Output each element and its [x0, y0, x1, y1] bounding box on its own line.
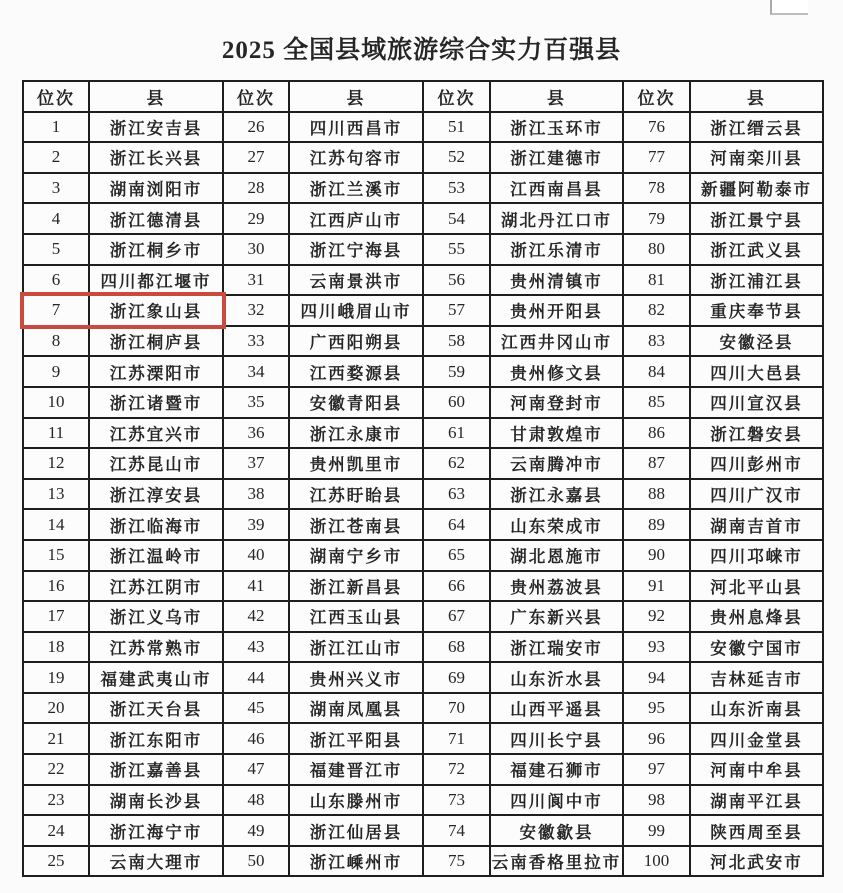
county-cell: 四川广汉市 [690, 479, 823, 510]
rank-cell: 20 [23, 693, 89, 724]
rank-cell: 73 [423, 785, 490, 816]
rank-cell: 99 [623, 815, 690, 846]
rank-cell: 92 [623, 601, 690, 632]
county-cell: 贵州息烽县 [690, 601, 823, 632]
rank-cell: 77 [623, 142, 690, 173]
rank-cell: 81 [623, 265, 690, 296]
rank-cell: 39 [223, 509, 289, 540]
rank-cell: 82 [623, 295, 690, 326]
rank-cell: 24 [23, 815, 89, 846]
county-cell: 广西阳朔县 [289, 326, 423, 357]
rank-cell: 75 [423, 846, 490, 877]
rank-cell: 15 [23, 540, 89, 571]
rank-cell: 96 [623, 723, 690, 754]
county-cell: 浙江德清县 [89, 203, 223, 234]
rank-cell: 93 [623, 632, 690, 663]
county-header: 县 [89, 81, 223, 112]
county-cell: 浙江桐庐县 [89, 326, 223, 357]
rank-cell: 6 [23, 265, 89, 296]
county-cell: 浙江温岭市 [89, 540, 223, 571]
rank-cell: 4 [23, 203, 89, 234]
rank-cell: 44 [223, 662, 289, 693]
rank-cell: 69 [423, 662, 490, 693]
rank-cell: 76 [623, 112, 690, 143]
county-cell: 四川西昌市 [289, 112, 423, 143]
county-cell: 浙江天台县 [89, 693, 223, 724]
rank-cell: 95 [623, 693, 690, 724]
rank-cell: 62 [423, 448, 490, 479]
rank-cell: 7 [23, 295, 89, 326]
rank-cell: 80 [623, 234, 690, 265]
rank-cell: 36 [223, 418, 289, 449]
rank-cell: 14 [23, 509, 89, 540]
rank-header: 位次 [623, 81, 690, 112]
county-cell: 江苏常熟市 [89, 632, 223, 663]
county-cell: 福建石狮市 [490, 754, 623, 785]
rank-cell: 47 [223, 754, 289, 785]
header-row [23, 81, 823, 112]
county-cell: 四川大邑县 [690, 356, 823, 387]
county-cell: 安徽泾县 [690, 326, 823, 357]
ranking-table [22, 80, 824, 877]
rank-cell: 49 [223, 815, 289, 846]
rank-cell: 18 [23, 632, 89, 663]
county-cell: 江西南昌县 [490, 173, 623, 204]
rank-cell: 86 [623, 418, 690, 449]
rank-cell: 9 [23, 356, 89, 387]
county-cell: 四川阆中市 [490, 785, 623, 816]
county-cell: 河南栾川县 [690, 142, 823, 173]
rank-cell: 79 [623, 203, 690, 234]
county-cell: 云南大理市 [89, 846, 223, 877]
table-row [23, 173, 823, 204]
rank-cell: 12 [23, 448, 89, 479]
county-cell: 山西平遥县 [490, 693, 623, 724]
table-row [23, 448, 823, 479]
rank-cell: 8 [23, 326, 89, 357]
county-cell: 江苏盱眙县 [289, 479, 423, 510]
county-cell: 江苏宜兴市 [89, 418, 223, 449]
table-row [23, 540, 823, 571]
rank-cell: 59 [423, 356, 490, 387]
county-cell: 江苏溧阳市 [89, 356, 223, 387]
rank-cell: 3 [23, 173, 89, 204]
county-cell: 湖南长沙县 [89, 785, 223, 816]
rank-cell: 10 [23, 387, 89, 418]
table-row [23, 815, 823, 846]
table-row [23, 326, 823, 357]
county-cell: 安徽歙县 [490, 815, 623, 846]
rank-cell: 65 [423, 540, 490, 571]
rank-cell: 51 [423, 112, 490, 143]
county-cell: 浙江宁海县 [289, 234, 423, 265]
rank-cell: 70 [423, 693, 490, 724]
county-cell: 湖南宁乡市 [289, 540, 423, 571]
rank-header: 位次 [223, 81, 289, 112]
county-cell: 浙江海宁市 [89, 815, 223, 846]
county-cell: 浙江瑞安市 [490, 632, 623, 663]
county-cell: 浙江长兴县 [89, 142, 223, 173]
rank-cell: 35 [223, 387, 289, 418]
table-row [23, 846, 823, 877]
county-cell: 贵州荔波县 [490, 571, 623, 602]
county-cell: 四川彭州市 [690, 448, 823, 479]
county-cell: 吉林延吉市 [690, 662, 823, 693]
rank-cell: 32 [223, 295, 289, 326]
county-cell: 新疆阿勒泰市 [690, 173, 823, 204]
county-cell: 四川金堂县 [690, 723, 823, 754]
rank-cell: 97 [623, 754, 690, 785]
county-cell: 浙江仙居县 [289, 815, 423, 846]
rank-cell: 60 [423, 387, 490, 418]
county-cell: 河南中牟县 [690, 754, 823, 785]
rank-cell: 21 [23, 723, 89, 754]
rank-cell: 28 [223, 173, 289, 204]
table-row [23, 142, 823, 173]
rank-cell: 58 [423, 326, 490, 357]
county-cell: 贵州凯里市 [289, 448, 423, 479]
page-title: 2025 全国县域旅游综合实力百强县 [221, 37, 622, 64]
county-cell: 云南景洪市 [289, 265, 423, 296]
county-cell: 四川邛崃市 [690, 540, 823, 571]
table-row [23, 693, 823, 724]
county-cell: 浙江江山市 [289, 632, 423, 663]
rank-cell: 33 [223, 326, 289, 357]
county-cell: 四川峨眉山市 [289, 295, 423, 326]
rank-cell: 38 [223, 479, 289, 510]
county-cell: 浙江嘉善县 [89, 754, 223, 785]
county-cell: 湖南凤凰县 [289, 693, 423, 724]
table-row [23, 479, 823, 510]
rank-cell: 13 [23, 479, 89, 510]
rank-cell: 16 [23, 571, 89, 602]
county-cell: 浙江嵊州市 [289, 846, 423, 877]
rank-cell: 72 [423, 754, 490, 785]
rank-cell: 46 [223, 723, 289, 754]
county-cell: 安徽青阳县 [289, 387, 423, 418]
table-row [23, 203, 823, 234]
rank-cell: 89 [623, 509, 690, 540]
rank-cell: 98 [623, 785, 690, 816]
county-cell: 山东荣成市 [490, 509, 623, 540]
table-row [23, 509, 823, 540]
rank-cell: 88 [623, 479, 690, 510]
table-row [23, 723, 823, 754]
rank-cell: 37 [223, 448, 289, 479]
county-cell: 湖南浏阳市 [89, 173, 223, 204]
table-row [23, 662, 823, 693]
rank-cell: 57 [423, 295, 490, 326]
rank-cell: 1 [23, 112, 89, 143]
county-cell: 江苏江阴市 [89, 571, 223, 602]
county-cell: 河北平山县 [690, 571, 823, 602]
county-cell: 湖北恩施市 [490, 540, 623, 571]
rank-header: 位次 [423, 81, 490, 112]
county-cell: 浙江永康市 [289, 418, 423, 449]
rank-cell: 2 [23, 142, 89, 173]
rank-cell: 30 [223, 234, 289, 265]
rank-cell: 34 [223, 356, 289, 387]
county-cell: 浙江桐乡市 [89, 234, 223, 265]
county-cell: 山东沂南县 [690, 693, 823, 724]
table-row [23, 418, 823, 449]
county-header: 县 [490, 81, 623, 112]
county-cell: 安徽宁国市 [690, 632, 823, 663]
county-cell: 浙江东阳市 [89, 723, 223, 754]
county-cell: 浙江安吉县 [89, 112, 223, 143]
county-cell: 河南登封市 [490, 387, 623, 418]
county-cell: 浙江义乌市 [89, 601, 223, 632]
county-cell: 浙江建德市 [490, 142, 623, 173]
county-cell: 广东新兴县 [490, 601, 623, 632]
rank-cell: 100 [623, 846, 690, 877]
county-cell: 浙江象山县 [89, 295, 223, 326]
rank-cell: 61 [423, 418, 490, 449]
rank-cell: 42 [223, 601, 289, 632]
county-cell: 浙江诸暨市 [89, 387, 223, 418]
rank-cell: 22 [23, 754, 89, 785]
rank-cell: 50 [223, 846, 289, 877]
rank-cell: 68 [423, 632, 490, 663]
county-cell: 贵州开阳县 [490, 295, 623, 326]
county-cell: 江苏句容市 [289, 142, 423, 173]
county-cell: 浙江兰溪市 [289, 173, 423, 204]
county-cell: 云南腾冲市 [490, 448, 623, 479]
county-cell: 湖南平江县 [690, 785, 823, 816]
county-cell: 浙江磐安县 [690, 418, 823, 449]
county-cell: 浙江玉环市 [490, 112, 623, 143]
rank-cell: 19 [23, 662, 89, 693]
table-row [23, 571, 823, 602]
rank-cell: 63 [423, 479, 490, 510]
county-cell: 陕西周至县 [690, 815, 823, 846]
county-cell: 贵州修文县 [490, 356, 623, 387]
rank-cell: 23 [23, 785, 89, 816]
county-cell: 浙江缙云县 [690, 112, 823, 143]
rank-cell: 5 [23, 234, 89, 265]
table-row [23, 754, 823, 785]
rank-cell: 48 [223, 785, 289, 816]
table-row [23, 234, 823, 265]
county-cell: 山东沂水县 [490, 662, 623, 693]
county-cell: 河北武安市 [690, 846, 823, 877]
rank-cell: 29 [223, 203, 289, 234]
county-cell: 浙江景宁县 [690, 203, 823, 234]
rank-cell: 83 [623, 326, 690, 357]
county-cell: 湖南吉首市 [690, 509, 823, 540]
table-row [23, 387, 823, 418]
county-cell: 四川长宁县 [490, 723, 623, 754]
county-cell: 浙江浦江县 [690, 265, 823, 296]
table-row [23, 265, 823, 296]
rank-header: 位次 [23, 81, 89, 112]
rank-cell: 66 [423, 571, 490, 602]
rank-cell: 78 [623, 173, 690, 204]
rank-cell: 90 [623, 540, 690, 571]
rank-cell: 31 [223, 265, 289, 296]
rank-cell: 94 [623, 662, 690, 693]
rank-cell: 54 [423, 203, 490, 234]
table-row [23, 112, 823, 143]
table-row [23, 632, 823, 663]
county-cell: 重庆奉节县 [690, 295, 823, 326]
rank-cell: 26 [223, 112, 289, 143]
county-cell: 浙江苍南县 [289, 509, 423, 540]
county-cell: 四川都江堰市 [89, 265, 223, 296]
rank-cell: 27 [223, 142, 289, 173]
county-cell: 山东滕州市 [289, 785, 423, 816]
table-row [23, 601, 823, 632]
county-header: 县 [289, 81, 423, 112]
county-cell: 浙江武义县 [690, 234, 823, 265]
rank-cell: 17 [23, 601, 89, 632]
rank-cell: 74 [423, 815, 490, 846]
county-cell: 浙江淳安县 [89, 479, 223, 510]
rank-cell: 52 [423, 142, 490, 173]
county-cell: 浙江临海市 [89, 509, 223, 540]
rank-cell: 25 [23, 846, 89, 877]
county-cell: 甘肃敦煌市 [490, 418, 623, 449]
table-row [23, 295, 823, 326]
rank-cell: 56 [423, 265, 490, 296]
county-cell: 贵州清镇市 [490, 265, 623, 296]
county-cell: 福建武夷山市 [89, 662, 223, 693]
rank-cell: 91 [623, 571, 690, 602]
county-cell: 江苏昆山市 [89, 448, 223, 479]
county-cell: 浙江乐清市 [490, 234, 623, 265]
county-cell: 四川宣汉县 [690, 387, 823, 418]
county-cell: 浙江新昌县 [289, 571, 423, 602]
table-row [23, 356, 823, 387]
rank-cell: 41 [223, 571, 289, 602]
rank-cell: 67 [423, 601, 490, 632]
page-corner-artifact [770, 0, 808, 15]
county-cell: 江西井冈山市 [490, 326, 623, 357]
county-cell: 湖北丹江口市 [490, 203, 623, 234]
county-cell: 浙江永嘉县 [490, 479, 623, 510]
rank-cell: 11 [23, 418, 89, 449]
rank-cell: 64 [423, 509, 490, 540]
county-cell: 江西庐山市 [289, 203, 423, 234]
county-cell: 江西婺源县 [289, 356, 423, 387]
county-cell: 贵州兴义市 [289, 662, 423, 693]
rank-cell: 43 [223, 632, 289, 663]
rank-cell: 45 [223, 693, 289, 724]
rank-cell: 71 [423, 723, 490, 754]
rank-cell: 87 [623, 448, 690, 479]
rank-cell: 85 [623, 387, 690, 418]
county-cell: 浙江平阳县 [289, 723, 423, 754]
rank-cell: 40 [223, 540, 289, 571]
county-cell: 江西玉山县 [289, 601, 423, 632]
rank-cell: 55 [423, 234, 490, 265]
county-cell: 云南香格里拉市 [490, 846, 623, 877]
table-row [23, 785, 823, 816]
rank-cell: 53 [423, 173, 490, 204]
county-cell: 福建晋江市 [289, 754, 423, 785]
rank-cell: 84 [623, 356, 690, 387]
county-header: 县 [690, 81, 823, 112]
